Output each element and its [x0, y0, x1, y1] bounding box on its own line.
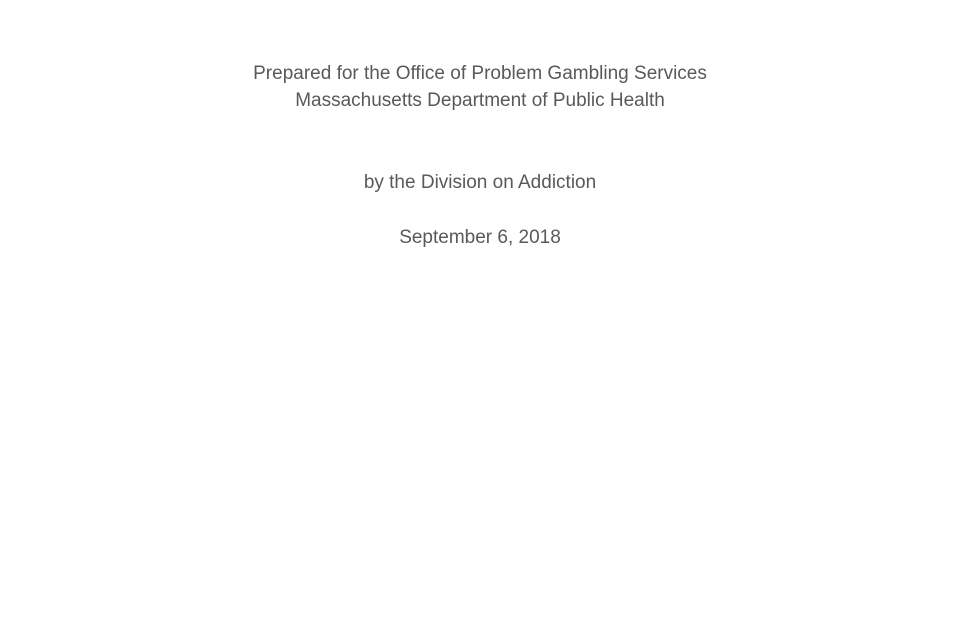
document-date: September 6, 2018	[399, 227, 561, 248]
prepared-for-department: Massachusetts Department of Public Health	[295, 90, 665, 111]
prepared-by: by the Division on Addiction	[363, 172, 597, 193]
prepared-for-office: Prepared for the Office of Problem Gambling Services	[253, 63, 707, 84]
